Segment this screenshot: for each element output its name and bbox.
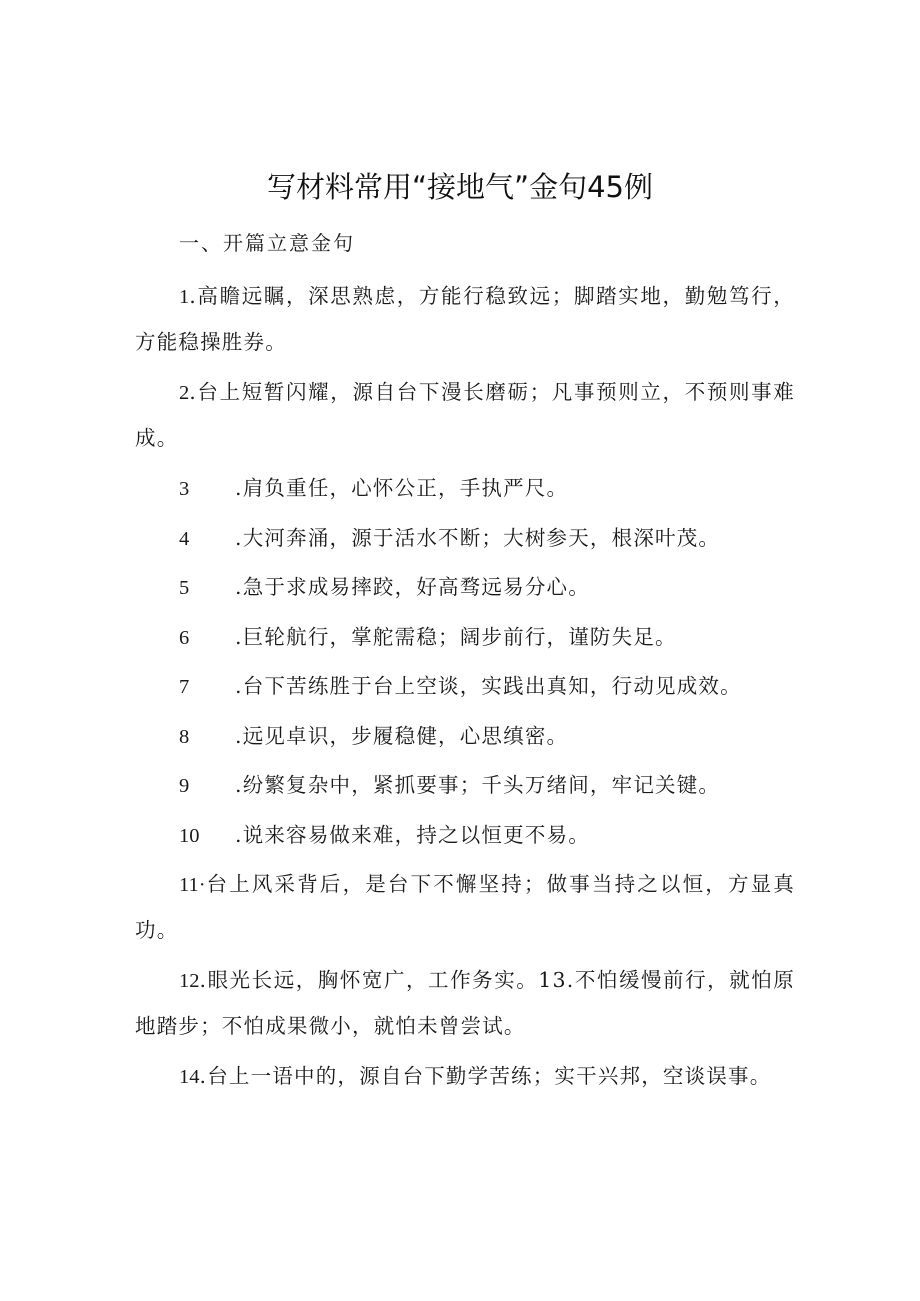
- item-number: 1: [179, 286, 190, 308]
- item-text: .急于求成易摔跤，好高骛远易分心。: [235, 575, 590, 599]
- list-item: [135, 763, 795, 808]
- item-text: .巨轮航行，掌舵需稳；阔步前行，谨防失足。: [235, 624, 677, 649]
- item-number: 4: [179, 527, 190, 550]
- item-text: .眼光长远，胸怀宽广，工作务实。13.不怕缓慢前行，就怕原地踏步；不怕成果微小，就怕未曾尝试。: [135, 968, 795, 1038]
- item-number: 10: [179, 824, 200, 847]
- list-item: [135, 615, 795, 660]
- item-text: .说来容易做来难，持之以恒更不易。: [235, 822, 590, 847]
- item-number: 9: [179, 775, 190, 797]
- section-heading: 一、开篇立意金句: [179, 231, 355, 255]
- item-number: 14: [179, 1066, 200, 1088]
- list-item: [135, 1054, 795, 1100]
- item-number: 5: [179, 577, 190, 599]
- item-number: 6: [179, 626, 190, 649]
- list-item: [135, 958, 795, 1049]
- document-title: 写材料常用“接地气”金句45例: [267, 170, 653, 204]
- list-item: [135, 664, 795, 709]
- item-text: .纷繁复杂中，紧抓要事；千头万绪间，牢记关键。: [235, 773, 721, 797]
- item-number: 3: [179, 478, 190, 500]
- list-item: [135, 466, 795, 511]
- item-number: 12: [179, 970, 200, 992]
- item-text: .肩负重任，心怀公正，手执严尺。: [235, 476, 569, 500]
- item-text: .高瞻远瞩，深思熟虑，方能行稳致远；脚踏实地，勤勉笃行，方能稳操胜券。: [135, 284, 795, 354]
- item-text: 台上风采背后，是台下不懈坚持；做事当持之以恒，方显真功。: [135, 872, 795, 942]
- list-item: [135, 516, 795, 561]
- list-item: [135, 862, 795, 953]
- document-body: [135, 226, 795, 1105]
- list-item: [135, 565, 795, 610]
- item-number: 11·: [179, 874, 206, 896]
- list-item: [135, 274, 795, 365]
- item-text: .台上短暂闪耀，源自台下漫长磨砺；凡事预则立，不预则事难成。: [135, 380, 795, 450]
- list-item: [135, 370, 795, 461]
- item-text: .远见卓识，步履稳健，心思缜密。: [235, 723, 569, 748]
- item-text: .大河奔涌，源于活水不断；大树参天，根深叶茂。: [235, 525, 721, 550]
- list-item: [135, 714, 795, 759]
- list-item: [135, 813, 795, 858]
- item-text: .台下苦练胜于台上空谈，实践出真知，行动见成效。: [235, 674, 742, 698]
- item-number: 7: [179, 676, 190, 698]
- item-number: 8: [179, 725, 190, 748]
- item-number: 2: [179, 382, 190, 404]
- item-text: .台上一语中的，源自台下勤学苦练；实干兴邦，空谈误事。: [199, 1064, 772, 1088]
